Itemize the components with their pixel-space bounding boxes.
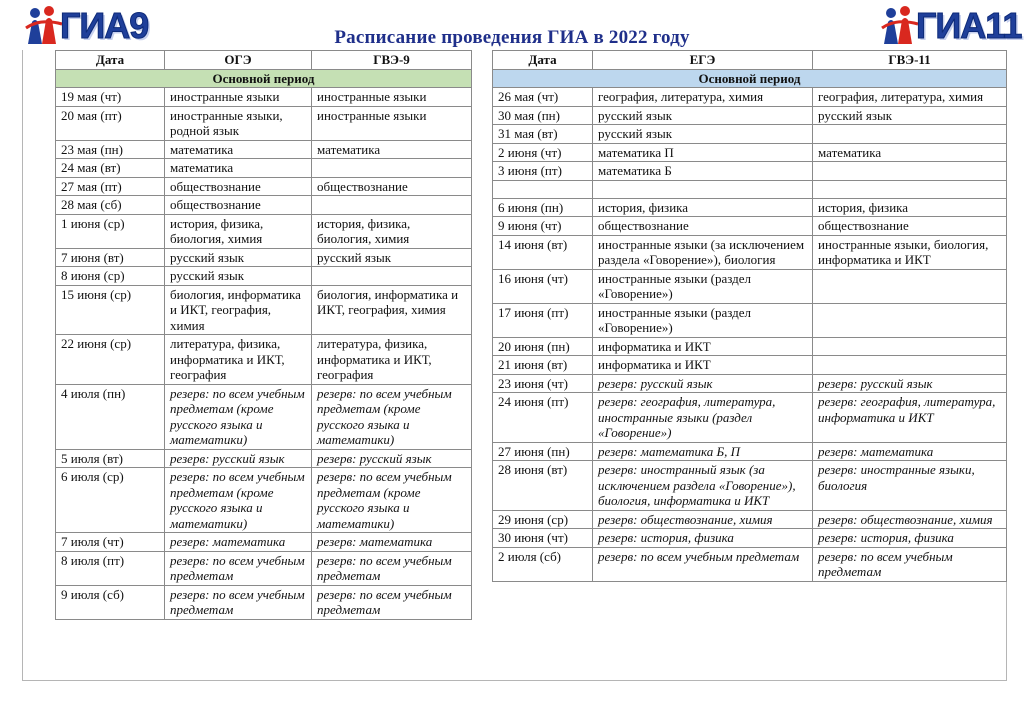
table-row	[493, 461, 1007, 511]
gve-cell: русский язык	[813, 106, 1007, 125]
date-cell: 2 июля (сб)	[493, 547, 593, 581]
exam-cell: резерв: по всем учебным предметам	[165, 585, 312, 619]
gve-cell: биология, информатика и ИКТ, география, химия	[312, 285, 472, 335]
exam-cell: математика Б	[593, 162, 813, 181]
exam-cell: математика П	[593, 143, 813, 162]
gve-cell: резерв: по всем учебным предметам	[312, 551, 472, 585]
table-row	[493, 269, 1007, 303]
date-cell: 16 июня (чт)	[493, 269, 593, 303]
gve-cell: резерв: математика	[312, 533, 472, 552]
date-cell: 1 июня (ср)	[56, 214, 165, 248]
table-row	[56, 533, 472, 552]
gve-cell: резерв: по всем учебным предметам	[312, 585, 472, 619]
date-cell: 4 июля (пн)	[56, 384, 165, 449]
table-header-row	[493, 51, 1007, 70]
gve-cell: обществознание	[312, 177, 472, 196]
exam-cell: биология, информатика и ИКТ, география, химия	[165, 285, 312, 335]
date-cell: 19 мая (чт)	[56, 88, 165, 107]
date-cell: 21 июня (вт)	[493, 356, 593, 375]
column-header: ОГЭ	[165, 51, 312, 70]
period-label: Основной период	[493, 69, 1007, 88]
gve-cell: иностранные языки, биология, информатика и ИКТ	[813, 235, 1007, 269]
date-cell: 27 июня (пн)	[493, 442, 593, 461]
gve-cell: математика	[312, 140, 472, 159]
exam-cell: история, физика, биология, химия	[165, 214, 312, 248]
exam-cell: обществознание	[165, 177, 312, 196]
date-cell: 20 июня (пн)	[493, 337, 593, 356]
table-row	[493, 143, 1007, 162]
period-label: Основной период	[56, 69, 472, 88]
table-row	[56, 551, 472, 585]
date-cell: 28 июня (вт)	[493, 461, 593, 511]
oge-schedule-table	[55, 50, 472, 620]
date-cell: 30 мая (пн)	[493, 106, 593, 125]
gve-cell: иностранные языки	[312, 106, 472, 140]
table-row	[493, 125, 1007, 144]
gve-cell: литература, физика, информатика и ИКТ, география	[312, 335, 472, 385]
date-cell: 23 мая (пн)	[56, 140, 165, 159]
exam-cell	[593, 180, 813, 198]
column-header: Дата	[56, 51, 165, 70]
table-row	[493, 235, 1007, 269]
gve-cell: резерв: русский язык	[312, 449, 472, 468]
exam-cell: информатика и ИКТ	[593, 337, 813, 356]
gve-cell: история, физика, биология, химия	[312, 214, 472, 248]
date-cell: 23 июня (чт)	[493, 374, 593, 393]
gia9-logo-text: ГИА9	[60, 5, 149, 46]
date-cell: 7 июля (чт)	[56, 533, 165, 552]
date-cell: 17 июня (пт)	[493, 303, 593, 337]
exam-cell: резерв: по всем учебным предметам (кроме русского языка и математики)	[165, 384, 312, 449]
date-cell: 6 июня (пн)	[493, 198, 593, 217]
gve-cell	[813, 356, 1007, 375]
table-row	[493, 217, 1007, 236]
gve-cell	[813, 303, 1007, 337]
period-row	[56, 69, 472, 88]
date-cell: 26 мая (чт)	[493, 88, 593, 107]
table-row	[493, 162, 1007, 181]
date-cell: 9 июля (сб)	[56, 585, 165, 619]
gve-cell: география, литература, химия	[813, 88, 1007, 107]
gve-cell: резерв: по всем учебным предметам (кроме русского языка и математики)	[312, 468, 472, 533]
exam-cell: резерв: география, литература, иностранные языки (раздел «Говорение»)	[593, 393, 813, 443]
gve-cell	[813, 125, 1007, 144]
date-cell: 15 июня (ср)	[56, 285, 165, 335]
date-cell: 22 июня (ср)	[56, 335, 165, 385]
exam-cell: русский язык	[593, 125, 813, 144]
gve-cell: резерв: иностранные языки, биология	[813, 461, 1007, 511]
table-row	[493, 374, 1007, 393]
date-cell: 8 июня (ср)	[56, 267, 165, 286]
date-cell: 29 июня (ср)	[493, 510, 593, 529]
exam-cell: иностранные языки (раздел «Говорение»)	[593, 269, 813, 303]
table-row	[493, 393, 1007, 443]
table-row	[493, 510, 1007, 529]
period-row	[493, 69, 1007, 88]
exam-cell: география, литература, химия	[593, 88, 813, 107]
table-row	[493, 442, 1007, 461]
exam-cell: иностранные языки, родной язык	[165, 106, 312, 140]
exam-cell: резерв: математика Б, П	[593, 442, 813, 461]
exam-cell: резерв: по всем учебным предметам	[165, 551, 312, 585]
exam-cell: обществознание	[593, 217, 813, 236]
exam-cell: история, физика	[593, 198, 813, 217]
column-header: ЕГЭ	[593, 51, 813, 70]
gve-cell: иностранные языки	[312, 88, 472, 107]
date-cell: 24 июня (пт)	[493, 393, 593, 443]
column-header: ГВЭ-11	[813, 51, 1007, 70]
table-row	[56, 285, 472, 335]
exam-cell: иностранные языки	[165, 88, 312, 107]
table-row	[56, 468, 472, 533]
exam-cell: иностранные языки (раздел «Говорение»)	[593, 303, 813, 337]
exam-cell: информатика и ИКТ	[593, 356, 813, 375]
exam-cell: резерв: по всем учебным предметам (кроме русского языка и математики)	[165, 468, 312, 533]
table-row	[56, 248, 472, 267]
table-row	[493, 356, 1007, 375]
table-row	[56, 177, 472, 196]
table-row	[493, 303, 1007, 337]
exam-cell: математика	[165, 140, 312, 159]
exam-cell: русский язык	[593, 106, 813, 125]
gve-cell: история, физика	[813, 198, 1007, 217]
gve-cell	[813, 180, 1007, 198]
table-row	[493, 88, 1007, 107]
exam-cell: русский язык	[165, 267, 312, 286]
exam-cell: резерв: математика	[165, 533, 312, 552]
exam-cell: литература, физика, информатика и ИКТ, география	[165, 335, 312, 385]
gve-cell	[312, 267, 472, 286]
gve-cell: обществознание	[813, 217, 1007, 236]
table-row	[56, 585, 472, 619]
table-row	[56, 88, 472, 107]
gve-cell: резерв: математика	[813, 442, 1007, 461]
table-row	[56, 140, 472, 159]
gve-cell: резерв: обществознание, химия	[813, 510, 1007, 529]
ege-schedule-table	[492, 50, 1007, 582]
date-cell	[493, 180, 593, 198]
table-row	[56, 106, 472, 140]
exam-cell: резерв: история, физика	[593, 529, 813, 548]
date-cell: 9 июня (чт)	[493, 217, 593, 236]
gve-cell: резерв: география, литература, информатика и ИКТ	[813, 393, 1007, 443]
table-row	[56, 196, 472, 215]
table-row	[56, 449, 472, 468]
table-row	[493, 547, 1007, 581]
gve-cell	[813, 269, 1007, 303]
exam-cell: иностранные языки (за исключением раздела «Говорение»), биология	[593, 235, 813, 269]
date-cell: 31 мая (вт)	[493, 125, 593, 144]
date-cell: 5 июля (вт)	[56, 449, 165, 468]
gve-cell: русский язык	[312, 248, 472, 267]
table-row	[56, 267, 472, 286]
table-row	[493, 529, 1007, 548]
page-title: Расписание проведения ГИА в 2022 году	[334, 27, 690, 48]
date-cell: 24 мая (вт)	[56, 159, 165, 178]
date-cell: 7 июня (вт)	[56, 248, 165, 267]
exam-cell: резерв: русский язык	[593, 374, 813, 393]
table-row	[493, 106, 1007, 125]
table-row	[56, 214, 472, 248]
exam-cell: обществознание	[165, 196, 312, 215]
gve-cell: резерв: русский язык	[813, 374, 1007, 393]
gia11-logo-text: ГИА11	[916, 5, 1022, 46]
exam-cell: резерв: русский язык	[165, 449, 312, 468]
exam-cell: резерв: по всем учебным предметам	[593, 547, 813, 581]
column-header: Дата	[493, 51, 593, 70]
date-cell: 3 июня (пт)	[493, 162, 593, 181]
date-cell: 20 мая (пт)	[56, 106, 165, 140]
table-header-row	[56, 51, 472, 70]
gve-cell: математика	[813, 143, 1007, 162]
date-cell: 30 июня (чт)	[493, 529, 593, 548]
table-row	[493, 180, 1007, 198]
table-row	[56, 159, 472, 178]
table-row	[56, 384, 472, 449]
date-cell: 28 мая (сб)	[56, 196, 165, 215]
column-header: ГВЭ-9	[312, 51, 472, 70]
date-cell: 2 июня (чт)	[493, 143, 593, 162]
gve-cell	[813, 162, 1007, 181]
gve-cell: резерв: по всем учебным предметам	[813, 547, 1007, 581]
date-cell: 14 июня (вт)	[493, 235, 593, 269]
date-cell: 6 июля (ср)	[56, 468, 165, 533]
gve-cell: резерв: история, физика	[813, 529, 1007, 548]
date-cell: 8 июля (пт)	[56, 551, 165, 585]
date-cell: 27 мая (пт)	[56, 177, 165, 196]
table-row	[493, 198, 1007, 217]
table-row	[56, 335, 472, 385]
exam-cell: резерв: обществознание, химия	[593, 510, 813, 529]
exam-cell: резерв: иностранный язык (за исключением раздела «Говорение»), биология, информатика и ИКТ	[593, 461, 813, 511]
table-row	[493, 337, 1007, 356]
gve-cell: резерв: по всем учебным предметам (кроме русского языка и математики)	[312, 384, 472, 449]
exam-cell: математика	[165, 159, 312, 178]
exam-cell: русский язык	[165, 248, 312, 267]
gve-cell	[813, 337, 1007, 356]
gve-cell	[312, 196, 472, 215]
gve-cell	[312, 159, 472, 178]
